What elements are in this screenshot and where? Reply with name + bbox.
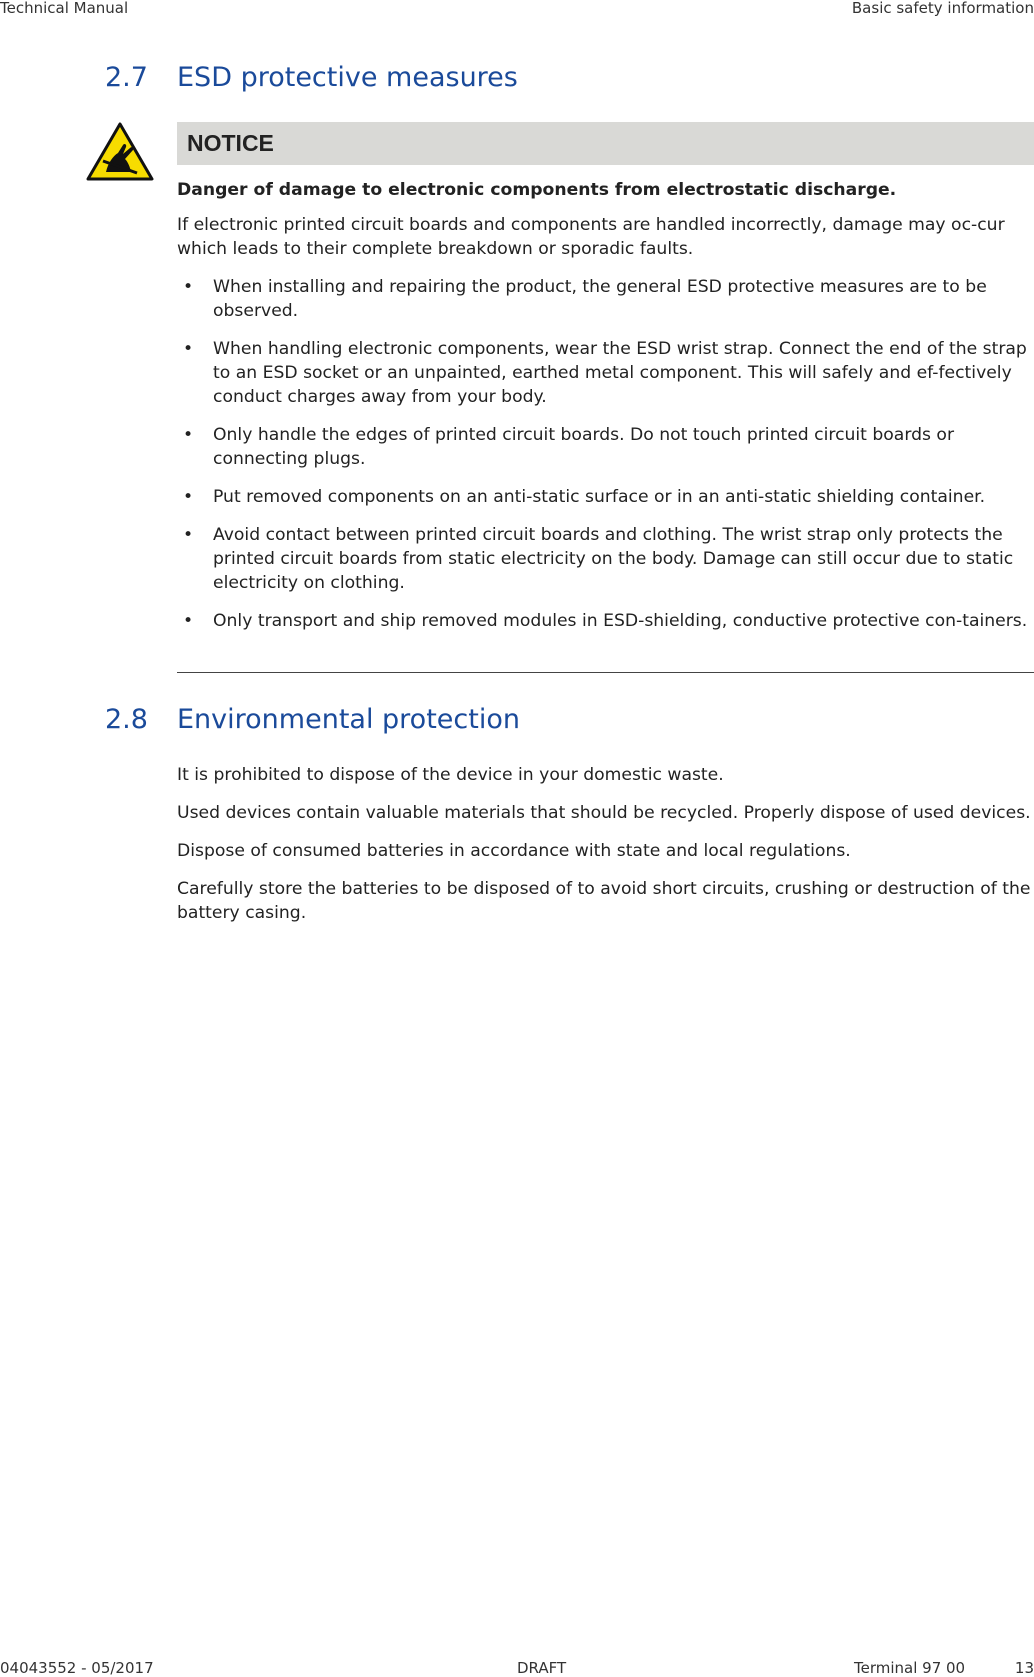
environmental-body (177, 763, 1034, 925)
footer-product: Terminal 97 00 (854, 1659, 966, 1677)
notice-intro: If electronic printed circuit boards and components are handled incorrectly, damage may oc-cur which leads to their complete breakdown or sporadic faults. (177, 215, 1005, 259)
footer-doc-number: 04043552 - 05/2017 (0, 1659, 154, 1677)
notice-heading: Danger of damage to electronic components from electrostatic discharge. (177, 180, 897, 200)
running-header-right: Basic safety information (851, 0, 1034, 17)
list-item: • Put removed components on an anti-static surface or in an anti-static shielding container. (177, 485, 1034, 509)
section-title: ESD protective measures (177, 62, 518, 93)
esd-measures-list (177, 275, 1034, 633)
section-title: Environmental protection (177, 704, 520, 735)
paragraph: Dispose of consumed batteries in accordance with state and local regulations. (177, 841, 851, 861)
paragraph: It is prohibited to dispose of the device in your domestic waste. (177, 765, 724, 785)
list-item: • When handling electronic components, wear the ESD wrist strap. Connect the end of the strap to an ESD socket or an unpainted, earthed metal component. This will safely and ef-fectively conduct charges away from your body. (177, 337, 1034, 409)
list-item: • When installing and repairing the product, the general ESD protective measures are to be observed. (177, 275, 1034, 323)
section-number: 2.8 (105, 704, 148, 735)
section-divider (177, 672, 1034, 673)
notice-body (177, 178, 1034, 633)
footer-status: DRAFT (517, 1659, 567, 1677)
paragraph: Carefully store the batteries to be disposed of to avoid short circuits, crushing or destruction of the battery casing. (177, 879, 1031, 923)
paragraph: Used devices contain valuable materials that should be recycled. Properly dispose of used devices. (177, 803, 1031, 823)
footer-page-number: 13 (1014, 1659, 1034, 1677)
list-item: • Only handle the edges of printed circuit boards. Do not touch printed circuit boards or connecting plugs. (177, 423, 1034, 471)
section-number: 2.7 (105, 62, 148, 93)
running-header-left: Technical Manual (0, 0, 129, 17)
esd-warning-icon (86, 121, 154, 181)
list-item: • Only transport and ship removed modules in ESD-shielding, conductive protective con-tainers. (177, 609, 1034, 633)
notice-label: NOTICE (177, 122, 1034, 165)
list-item: • Avoid contact between printed circuit boards and clothing. The wrist strap only protects the printed circuit boards from static electricity on the body. Damage can still occur due to static electricity on clothing. (177, 523, 1034, 595)
